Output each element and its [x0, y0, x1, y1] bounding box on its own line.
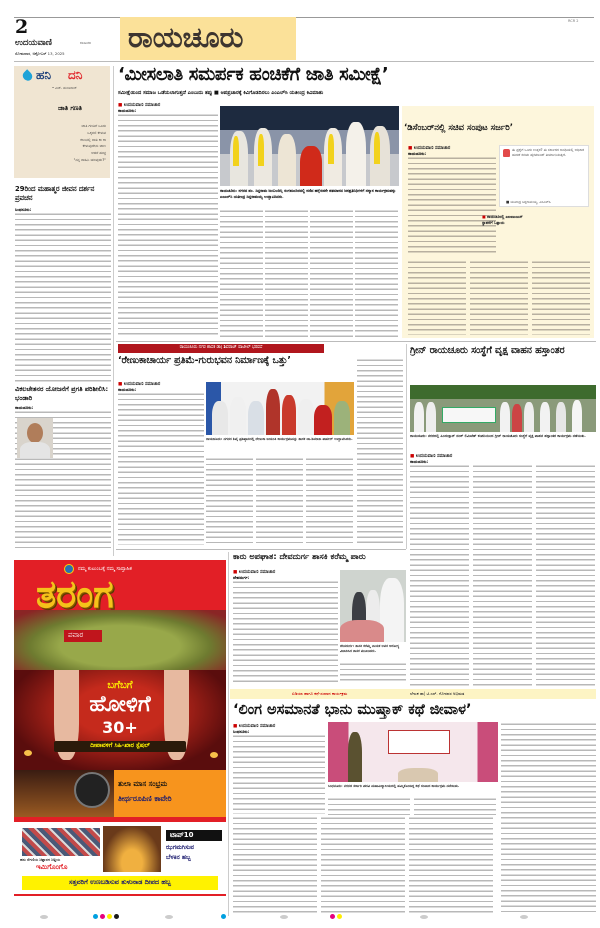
green-body: [410, 464, 596, 691]
hanidani-logo-a: ಹನಿ: [36, 68, 51, 82]
section-title: ರಾಯಚೂರು: [128, 21, 244, 54]
lead-byline: ■ ಉದಯವಾಣಿ ಸಮಾಚಾರ: [118, 102, 160, 108]
page-code: RCR 2: [568, 19, 579, 23]
car-headline: ಕಾರು ಅಪಘಾತ: ದೇವದುರ್ಗ ಶಾಸಕಿ ಕರೆಮ್ಮ ಪಾರು: [233, 551, 366, 561]
green-dateline: ರಾಯಚೂರು:: [410, 459, 429, 464]
page-number: 2: [15, 16, 29, 38]
story-headline: 29ರಿಂದ ಮಹಾತ್ಮರ ಜೀವನ ದರ್ಶನ ಪ್ರವಚನ: [15, 185, 95, 202]
renuka-photo: [206, 382, 354, 435]
registration-mark: [337, 914, 342, 919]
linga-kicker-right: ಲೇಖಕ ಡಾ| ಟಿ.ಎಸ್. ಗೋರವರ ಅಭಿಮತ: [410, 691, 465, 696]
linga-body-right: [501, 722, 596, 916]
renuka-dateline: ರಾಯಚೂರು:: [118, 387, 137, 392]
story-dateline: ಸಿಂಧನೂರು:: [15, 207, 32, 212]
poem-body: [30, 123, 106, 164]
renuka-photo-caption: ರಾಯಚೂರು: ನಗರದ ಶಿವೈ ಪ್ರತಿಷ್ಠಾನದಲ್ಲಿ ರೇಣುಕಾ ಜಯಂತಿ ಕಾರ್ಯಕ್ರಮವನ್ನು ಶಾಸಕ ಡಾ.ಶಿವರಾಜ ಪಾಟೀಲ್ ಉದ್ಘಾಟಿಸಿದರು.: [206, 437, 353, 441]
promo-sub: ದೀಪಾವಳಿಗೆ ಸಿಹಿ-ಖಾರ ಸ್ಪೆಷಲ್: [90, 742, 150, 749]
lead-headline: ‘ಮೀಸಲಾತಿ ಸಮರ್ಪಕ ಹಂಚಿಕೆಗೆ ಜಾತಿ ಸಮೀಕ್ಷೆ’: [118, 64, 389, 85]
section-rule: [116, 341, 596, 342]
advert-tagline: ನಮ್ಮ ಕುಟುಂಬಕ್ಕೆ ನಮ್ಮ ಸಾಪ್ತಾಹಿಕ: [78, 566, 132, 572]
poem-line: "ನನ್ನ ದಾಹಿನಿ ಯಾವುದು?": [73, 157, 106, 162]
poem-line: ಜಾತಿ ಗಣತಿಗೆ ಒಂದು: [81, 124, 106, 128]
advert-food-bg: [14, 610, 226, 670]
edition-label: ಕಲಬುರಗಿ: [80, 41, 92, 45]
linga-body-cont: [328, 797, 496, 815]
registration-mark: [165, 915, 173, 919]
car-dateline: ದೇವದುರ್ಗ:: [233, 575, 250, 580]
linga-body-cont: [233, 816, 496, 916]
linga-photo-caption: ಸಿಂಧನೂರು: ನಗರದ ಸರ್ಕಾರಿ ಪದವಿ ಮಹಾವಿದ್ಯಾಲಯದಲ್ಲಿ ಹಮ್ಮಿಕೊಂಡಿದ್ದ ಕಥೆ ಸಂವಾದ ಕಾರ್ಯಕ್ರಮ ನಡೆಯಿತು.: [328, 784, 460, 788]
festival-photo: [103, 826, 161, 872]
taranga-advert[interactable]: [14, 560, 226, 910]
diya-icon: [210, 752, 218, 758]
quote-text: ಈ ಪ್ರಶ್ನೆಗೆ ಒಂದು ಉತ್ತರ? ಈ ಸರ್ಕಾರದ ಅವಧಿಯಲ್ಲಿ ಅಧಿಕಾರ ಹಂಚಿಕೆ ಕುರಿತು ಹೈಕಮಾಂಡ್ ತೀರ್ಮಾನಿಸುತ್ತದೆ.: [512, 148, 585, 158]
feature3-a: ಝಗಮಗಿಸುವ: [166, 844, 195, 851]
registration-mark: [330, 914, 335, 919]
feature3-badge: ಟಾಪ್10: [170, 831, 194, 839]
lead-photo: [220, 106, 399, 186]
issue-date: ಸೋಮವಾರ, ಅಕ್ಟೋಬರ್ 13, 2025: [15, 51, 65, 56]
advert-brand: ತರಂಗ: [36, 572, 114, 616]
renuka-body: [118, 392, 204, 545]
feature2-a: ಹಸು ಸೆಗಣಿಯ ಚಿತ್ತಾರದ ಚಿತ್ತಿಯ: [20, 857, 61, 862]
green-photo: [410, 385, 596, 432]
poem-line: ಆದರೆ ಹುಚ್ಚ: [91, 151, 106, 156]
top-rule: [14, 17, 594, 18]
lead-body-cont: [220, 209, 399, 337]
car-byline: ■ ಉದಯವಾಣಿ ಸಮಾಚಾರ: [233, 569, 275, 575]
registration-mark: [280, 915, 288, 919]
linga-headline: ‘ಲಿಂಗ ಅಸಮಾನತೆ ಭಾನು ಮುಷ್ತಾಕ್ ಕಥೆ ಜೀವಾಳ’: [233, 702, 472, 718]
quote-author: ■ ಯತೀಂದ್ರ ಸಿದ್ದರಾಮಯ್ಯ, ಎಂಎಲ್‌ಸಿ: [506, 200, 551, 204]
masthead-rule: [14, 61, 594, 62]
poem-line: ಕೇಳುವುದೇನು ಜಾಣ: [82, 144, 106, 149]
feature3-b: ಬೆಳಕಿನ ಹಬ್ಬ: [166, 854, 191, 861]
feature2-b: ಇಮಿಗೊಂಗೊ: [36, 863, 68, 871]
advert-footer: ಸತ್ತವರಿಗೆ ಉಣಬಡಿಸುವ ತುಳುನಾಡ ದೀಪದ ಹಬ್ಬ: [69, 878, 171, 886]
hanidani-author: • ಎಚ್. ಡುಂಡಿರಾಜ್: [52, 86, 77, 90]
promo-count: 30+: [102, 718, 138, 737]
side-headline: ‘ಡಿಸೆಂಬರ್‌ನಲ್ಲಿ ಸಚಿವ ಸಂಪುಟ ಸರ್ಜರಿ’: [404, 123, 514, 133]
registration-mark: [114, 914, 119, 919]
promo-small: ಬಗೆಬಗೆ: [107, 680, 133, 691]
side-byline: ■ ಉದಯವಾಣಿ ಸಮಾಚಾರ: [408, 145, 450, 151]
advert-brand-sub: ಪವಾರ: [68, 631, 84, 639]
side-body-cont: [408, 260, 590, 335]
column-divider: [406, 344, 407, 549]
registration-mark: [40, 915, 48, 919]
car-body: [233, 580, 338, 683]
story-body: [15, 212, 111, 384]
linga-byline: ■ ಉದಯವಾಣಿ ಸಮಾಚಾರ: [233, 723, 275, 729]
kolam-photo: [22, 828, 100, 856]
registration-mark: [520, 915, 528, 919]
feature-photo-round: [74, 772, 110, 808]
car-photo-caption: ದೇವದುರ್ಗ: ಶಾಸಕಿ ಕರೆಮ್ಮ ನಾಯಕ ಅವರ ಆರೋಗ್ಯ ವಿಚಾರಿಸಿದ ಶಾಸಕ ಮುಖಂಡರು.: [340, 644, 400, 654]
registration-mark: [420, 915, 428, 919]
linga-body: [233, 734, 325, 814]
side-sub-item: ■ ರಾಯಚೂರಲ್ಲಿ ಎಐಐಎಂಎಸ್ ಸ್ಥಾಪನೆಗೆ ಒತ್ತಾಯ: [482, 214, 524, 225]
lead-body: [118, 113, 218, 338]
renuka-kicker: ರಾಯಚೂರು ನಗರ ಶಾಸಕ ಡಾ| ಶಿವರಾಜ್ ಪಾಟೀಲ್ ಭರವಸೆ: [179, 345, 263, 350]
renuka-body-cont: [206, 457, 354, 545]
registration-mark: [107, 914, 112, 919]
story-headline: ವಿಕಲಚೇತನರ ಯೋಜನೆಗೆ ಪ್ರಗತಿ ಪರಿಶೀಲಿಸಿ: ಭಂಡಾರಿ: [15, 385, 109, 402]
feature1-a: ತುಲಾ ಮಾಸ ಸಂಭ್ರಮ: [118, 780, 168, 788]
advert-bottom-strip: [14, 894, 226, 896]
paper-name: ಉದಯವಾಣಿ: [15, 38, 52, 48]
column-divider: [113, 66, 114, 556]
renuka-body-right: [357, 358, 403, 545]
linga-kicker-left: ಏಡಿಯಾ ಹಾಗೂ ಕಥೆ-ಸಂವಾದ ಕಾರ್ಯಕ್ರಮ: [292, 691, 348, 696]
diya-icon: [24, 750, 32, 756]
linga-dateline: ಸಿಂಧನೂರು:: [233, 729, 250, 734]
green-photo-caption: ರಾಯಚೂರು: ನಗರದಲ್ಲಿ ಹಿಂದುಸ್ತಾನ್ ಜಿಂಕ್ ಲಿಮಿಟೆಡ್ ಕಂಪನಿಯಿಂದ ಗ್ರೀನ್ ರಾಯಚೂರು ಸಂಸ್ಥೆಗೆ ವೃಕ್ಷ ವಾಹನ ಹಸ್ತಾಂತರ ಕಾರ್ಯಕ್ರಮ ನಡೆಯಿತು.: [410, 434, 586, 438]
lead-subheadline: ಸಮೀಕ್ಷೆಯಿಂದ ಸಮಾಜ ಒಡೆಯಲಾಗುತ್ತದೆ ಎಂಬುದು ತಪ್ಪು ■ ಅಪಪ್ರಚಾರಕ್ಕೆ ಕಿವಿಗೊಡದಿರಲು ಎಂಎಲ್‌ಸಿ ಯತೀಂದ್ರ ಕಿವಿಮಾತು: [118, 90, 324, 96]
registration-mark: [100, 914, 105, 919]
thumbs-up-icon: [503, 149, 510, 157]
car-photo: [340, 570, 406, 642]
person-photo: [17, 418, 53, 458]
car-body-cont: [340, 662, 406, 684]
green-headline: ಗ್ರೀನ್ ರಾಯಚೂರು ಸಂಸ್ಥೆಗೆ ವೃಕ್ಷ ವಾಹನ ಹಸ್ತಾಂತರ: [410, 345, 565, 356]
linga-photo: [328, 722, 498, 782]
hanidani-logo-b: ದನಿ: [68, 68, 83, 82]
registration-mark: [221, 914, 226, 919]
poem-title: ಜಾತಿ ಗಣತಿ: [58, 104, 82, 112]
lead-photo-caption: ರಾಯಚೂರು: ನಗರದ ಪಂ. ಸಿದ್ದರಾಮ ಜಂಬಲದಿನ್ನಿ ರಂಗಮಂದಿರದಲ್ಲಿ ನಡೆದ ಹನ್ನೆರಡನೇ ಶತಮಾನದ ಜನಪ್ರತಿನಿಧಿಗಳಿಗೆ ಸನ್ಮಾನ ಕಾರ್ಯಕ್ರಮವನ್ನು ಎಂಎಲ್‌ಸಿ ಯತೀಂದ್ರ ಸಿದ್ದರಾಮಯ್ಯ ಉದ್ಘಾಟಿಸಿದರು.: [220, 188, 396, 199]
feature1-b: ತೀರ್ಥರೂಪಿಣಿ ಕಾವೇರಿ: [118, 794, 172, 803]
column-divider: [228, 552, 229, 916]
side-dateline: ರಾಯಚೂರು:: [408, 151, 427, 156]
renuka-byline: ■ ಉದಯವಾಣಿ ಸಮಾಚಾರ: [118, 381, 160, 387]
poem-line: ಒಕ್ಕರಣಿ ಕೇಳುವ: [87, 130, 106, 135]
poem-line: ಕಲಂನಲ್ಲಿ ಜಾತಿ ಕಾ ಕಾ: [80, 137, 106, 142]
registration-mark: [93, 914, 98, 919]
green-byline: ■ ಉದಯವಾಣಿ ಸಮಾಚಾರ: [410, 453, 452, 459]
lead-dateline: ರಾಯಚೂರು:: [118, 108, 137, 113]
story-dateline: ರಾಯಚೂರು:: [15, 405, 34, 410]
renuka-headline: ‘ರೇಣುಕಾಚಾರ್ಯ ಪ್ರತಿಮೆ-ಗುರುಭವನ ನಿರ್ಮಾಣಕ್ಕೆ ಒತ್ತು’: [118, 355, 291, 366]
side-body: [408, 156, 496, 256]
promo-big: ಹೋಳಿಗೆ: [89, 692, 151, 717]
